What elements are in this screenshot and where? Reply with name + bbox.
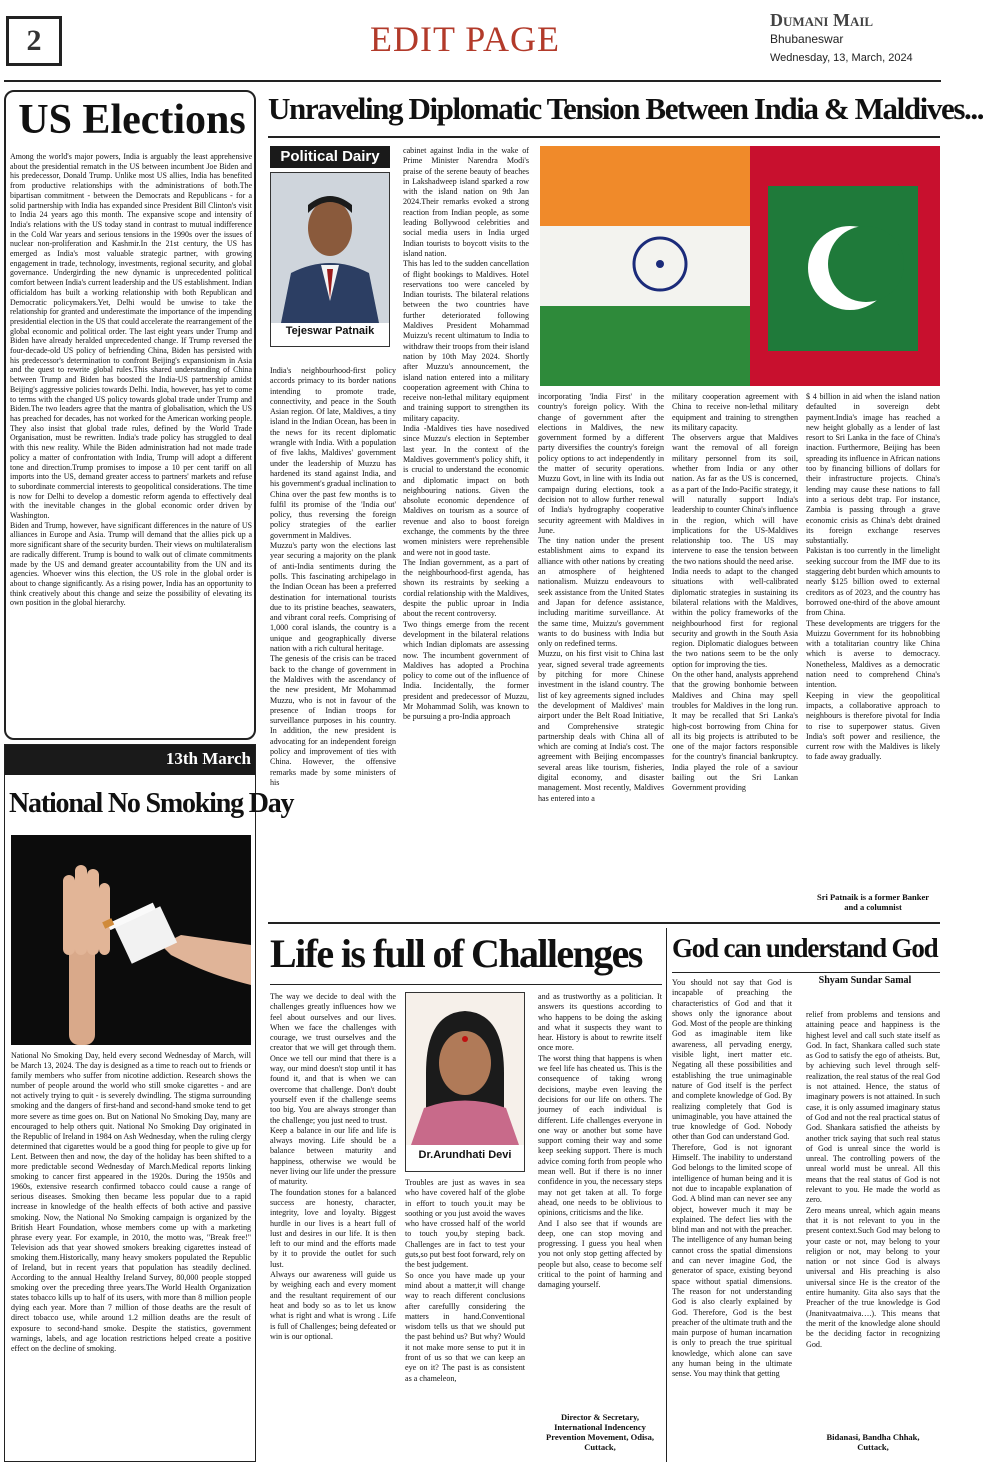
author-portrait xyxy=(406,993,524,1145)
arundhati-signoff: Director & Secretary, International Indencency Prevention Movement, Odisa, Cuttack, xyxy=(546,1412,654,1452)
india-maldives-col2: cabinet against India in the wake of Prime Minister Narendra Modi's praise of the serene beauty of beaches in Lakshadweep island sparked a row with the island nation on 9th Jan 2024.Their remarks evoked a strong reaction from Indian people, as some leading Bollywood celebrities and social media users in India urged Indian tourists to boycott visits to the island nation. This has led to the sudden cancellation of flight bookings to Maldives. Hotel reservations too were canceled by Indian tourists. The bilateral relations between the two countries have further deteriorated following Maldives President Mohammad Muizzu's recent ultimatum to India to withdraw their troops from their island nation by 10th May 2024. Shortly after Muzzu's announcement, the island nation entered into a military cooperation agreement with China to receive non-lethal military equipment and training support to strengthen its military capacity. India -Maldives ties have nosedived since Muzzu's election in September last year. In the context of the Maldives government's policy shift, it is crucial to understand the economic and diplomatic impact on both neighbouring nations. Given the absolute economic dependence of Maldives on tourism as a source of revenue and also to boost foreign exchange, the comments by the three women ministers were reprehensible and were not in good taste. The Indian government, as a part of the neighbourhood-first agenda, has shown its restraints by seeking a cordial relationship with the Maldives, despite the public uproar in India about the recent controversy. Two things emerge from the recent development in the bilateral relations which Indian diplomats are assessing now. The incumbent government of Maldives has adopted a Prochina policy to come out of the influence of India. Incidentally, the former president and predecessor of Muzzu, Mr Mohammad Solih, was known to be pursuing a pro-India approach xyxy=(403,146,529,722)
god-col2: relief from problems and tensions and attaining peace and happiness is the highest level and call such state itself as God. In fact, Shankara called such state as God to satisfy the ego of atheists. But, by achieving such level through self-realization, the real status of the real God is not attained. Hence, the status of imaginary powers is not attained. In such case, it is only assumed imaginary status of God and not the real practical status of God. Shankara satisfied the atheists by another trick saying that such real status of God is unreal since the world is unreal. The controlling powers of the unreal world must be unreal. All this means that the real status of God is not relevant to you. He made the world as zero. Zero means unreal, which again means that it is not relevant to you in the present context.Such God may belong to your caste or not, may belong to your religion or not, may belong to your nation or not since God is always universal and His preaching is also universal since He is the creator of the entire humanity. Gita also says that the Preacher of the true knowledge is God (Jnanitvaatmaiva….). This means that the merit of the knowledge alone should be the deciding factor in recognizing God. xyxy=(806,1010,940,1349)
india-maldives-col5: $ 4 billion in aid when the island nation defaulted in sovereign debt payment.India's image has reached a new height globally as a lender of last resort to Sri Lanka in the face of China's inaction. Furthermore, Beijing has been spreading its influence in African nations too by financing billions of dollars for their infrastructure projects. China's lending may cause these nations to fall into a serious debt trap. For instance, Zambia is passing through a grave economic crisis as China's debt drained its foreign exchange reserves substantially. Pakistan is too currently in the limelight seeking succour from the IMF due to its staggering debt burden which amounts to nearly $125 billion owed to external creditors as of 2023, and the country has borrowed one-third of the above amount from China. These developments are triggers for the Muizzu Government for its hobnobbing with a totalitarian country like China which is averse to democracy. Nonetheless, Maldives as a democratic nation need to comprehend China's intention. Keeping in view the geopolitical impacts, a collaborative approach to neighbours is therefore pivotal for India to rise to superpower status. Given India's soft power and resilience, the current row with the Maldives is likely to fade away gradually. xyxy=(806,392,940,762)
paper-date: Wednesday, 13, March, 2024 xyxy=(770,52,913,64)
god-signoff: Bidanasi, Bandha Chhak, Cuttack, xyxy=(826,1432,920,1452)
political-dairy-label: Political Dairy xyxy=(270,146,390,168)
god-col1: You should not say that God is incapable of preaching the characteristics of God and that it shows only the ignorance about God. Most of the people are thinking God as imaginable item like awareness, all pervading energy, visible light, inert matter etc. Negating all these possibilities and establishing the true unimaginable nature of God itself is the perfect and complete knowledge of God. By realizing completely that God is unimaginable, you have attained the true knowledge of God. Nobody other than God can understand God. Therefore, God is not ignorant Himself. The inability to understand God belongs to the limited scope of intelligence of human being and it is not due to incapable explanation of God. A blind man can never see any object, however much it may be explained. The defect lies with the blind man and not with the preacher. The intelligence of any human being cannot cross the spatial dimensions and can never imagine God, the generator of space, existing beyond space without spatial dimensions. The reason for not understanding God is also clearly explained by God. Therefore, God is the best preacher of the ultimate truth and the main purpose of human incarnation is only to preach the true spiritual knowledge, which alone can save any human being in the ultimate sense. You may think that getting xyxy=(672,978,793,1379)
tejeswar-caption: Tejeswar Patnaik xyxy=(285,325,375,337)
god-author: Shyam Sundar Samal xyxy=(818,975,912,986)
patnaik-signoff: Sri Patnaik is a former Banker and a columnist xyxy=(817,892,929,912)
vertical-rule xyxy=(666,928,667,1462)
india-maldives-rule xyxy=(268,136,940,138)
flags-image xyxy=(540,146,940,386)
paper-city: Bhubaneswar xyxy=(770,32,844,46)
us-elections-headline: US Elections xyxy=(18,97,246,143)
arundhati-caption: Dr.Arundhati Devi xyxy=(418,1149,512,1161)
india-maldives-col1: India's neighbourhood-first policy accords primacy to its border nations intending to promote trade, connectivity, and peace in the South Asian region. Of late, Maldives, a tiny island in the Indian Ocean, has been in the news for its recent diplomatic wrangle with India. With a population of five lakhs, Maldives' government under the leadership of Muzzu has hardened its stand against India, and his government's gradual inclination to China over the past few months is to fulfil its promise of the 'India out' policy, thus reversing the foreign policy strategies of the earlier government in Maldives. Muzzu's party won the elections last year securing a majority on the plank of anti-India sentiments during the polls. This fascinating archipelago in the Indian Ocean has been a preferred destination for international tourists due to its pristine beaches, seawaters, and vibrant coral reefs. Comprising of 1,000 coral islands, the country is a unique and geographically diverse nation with a rich cultural heritage. The genesis of the crisis can be traced back to the change of government in the Maldives with the ascendancy of the new president, Mr Mohammad Muzzu, who is not in favour of the presence of Indian troops for surveillance purposes in his country. In addition, the new president is advocating for an independent foreign policy and improvement of ties with China. However, the offensive remarks made by some ministers of his xyxy=(270,366,396,787)
header-rule xyxy=(4,80,941,82)
stop-smoking-image xyxy=(11,835,251,1045)
no-smoking-photo xyxy=(11,835,251,1045)
god-headline: God can understand God xyxy=(672,933,938,963)
life-col2: Troubles are just as waves in sea who have covered half of the globe in effort to touch you.it may be soothing or you just avoid the waves who have crossed half of the world to touch you,by steping back. Challenges are in fact to test your guts,so put best foot forward, rely on the best judgement. So once you have made up your mind about a matter,it will change way to reach different conclusions after carefullly considering the matters in hand.Conventional wisdom tells us that we should put the past behind us? But why? Would it not make more sense to put it in front of us so that we can keep an eye on it? The past is as consistent as a chameleon, xyxy=(405,1178,525,1383)
life-col3: and as trustworthy as a politician. It answers its questions according to who happens to be doing the asking and what it suspects they want to hear. History is about to rewrite itself once more. The worst thing that happens is when we feel life has cheated us. This is the consequence of taking wrong decisions, maybe even leaving the decisions for our life on others. The journey of each individual is different. Life challenges everyone in one way or another but some have support coming their way and some keep seeking support. There is much advice coming forth from people who mean well. But if there is no inner confidence in you, the necessary steps may not get taken at all. To forge ahead, one needs to be oblivious to opinions, criticisms and the like. And I also see that if wounds are deep, one can stop moving and progressing. I guess you heal when you not only stop getting affected by people but also, cease to become self critical to the point of harming and damaging yourself. xyxy=(538,992,662,1290)
no-smoking-panel xyxy=(4,744,294,1462)
mid-rule xyxy=(268,922,940,924)
no-smoking-date: 13th March xyxy=(165,749,251,768)
india-maldives-col4: military cooperation agreement with China to receive non-lethal military equipment and training to strengthen its military capacity. The observers argue that Maldives want the removal of all foreign military personnel from its soil, whether from India or any other nation. As far as the US is concerned, as a part of the Indo-Pacific strategy, it will naturally support India's leadership to counter China's influence in the region, which will have implications for the US-Maldives relationship too. The US may intervene to ease the tension between the two nations should the need arise. India needs to adapt to the changed situations with well-calibrated diplomatic strategies in sustaining its bilateral relations with the Maldives, within the policy frameworks of the neighbourhood first for regional security and growth in the South Asia region. Diplomatic dialogues between the two nations seem to be the only option for improving the ties. On the other hand, analysts apprehend that the growing bonhomie between Maldives and China may spell troubles for Maldives in the long run. It may be recalled that Sri Lanka's high-cost borrowing from China for all its big projects is attributed to be one of the major factors responsible for the country's financial bankruptcy. India played the role of a saviour bailing out the Sri Lankan Government providing xyxy=(672,392,798,793)
india-maldives-flags xyxy=(540,146,940,386)
india-maldives-col3: incorporating 'India First' in the country's foreign policy. With the change of government after the elections in Maldives, the new government formed by a different party diversifies the country's foreign policy options to act independently in the matter of security operations. Muzzu Govt, in line with its India out campaign during elections, took a decision not to allow further renewal of India's hydrography cooperative security agreement with Maldives in June. The tiny nation under the present establishment aims to expand its alliance with other nations by creating an atmosphere of heightened nationalism. Muizzu endeavours to seek assistance from the United States and Japan for defence assistance, including maritime surveillance. At the same time, Muizzu's government wants to do business with India but only on redefined terms. Muzzu, on his first visit to China last year, signed several trade agreements by pitching for more Chinese investment in the island country. The list of key agreements signed includes the development of Maldives' main airport under the Belt Road Initiative, and Comprehensive strategic partnership deals with China all of which are coming at India's cost. The agreement with Beijing encompasses several areas like tourism, fisheries, digital economy, and disaster management. Most recently, Maldives has entered into a xyxy=(538,392,664,803)
paper-name: Dumani Mail xyxy=(770,10,874,30)
no-smoking-body: National No Smoking Day, held every second Wednesday of March, will be March 13, 2024. The day is designed as a time to reach out to friends or family members who suffer from nicotine addiction. Research shows the number of people around the world who still smoke cigarettes - and are not actively trying to quit - is severely dwindling. The stigma surrounding smoking and the dangers of first-hand and second-hand smoke tend to get more severe as time goes on. But on National No Smoking Day, many are encouraged to help others quit. National No Smoking Day originated in the Republic of Ireland in 1984 on Ash Wednesday, when the ruling clergy determined that cigarettes would be a good thing for people to give up for Lent. Between then and now, the day of the holiday has been shifted to a more predictable second Wednesday of March.Medical reports linking smoking to cancer first appeared in the 1920s. During the 1950s and 1960s, extensive research confirmed tobacco could cause a range of serious diseases. Smoking then became less popular due to a rapid increase in knowledge of the health effects of both active and passive smoking. Now, the National No Smoking campaign is organized by the British Heart Foundation, whose members come up with a marketing phrase every year. For example, in 2010, the motto was, "Break free!" Television ads that year showed smokers breaking cigarettes instead of smoking them.Historically, many heavy smokers populated the Republic of Ireland, but in recent years that population has steadily declined. According to the annual Healthy Ireland Survey, 80,000 people stopped smoking over the preceding three years.The World Health Organization states tobacco kills up to half of its users, with more than 8 million people dying each year. More than 7 million of those deaths are the result of direct tobacco use, while around 1.2 million deaths are the result of exposure to second-hand smoke. Despite the statistics, government warnings, labels, and age location restrictions helped create a positive effect on the decline of smoking. xyxy=(11,1051,251,1353)
us-elections-panel xyxy=(4,90,256,740)
life-headline: Life is full of Challenges xyxy=(270,931,642,976)
us-elections-body: Among the world's major powers, India is arguably the least apprehensive about the presidential rematch in the US between incumbent Joe Biden and his predecessor, Donald Trump. Unlike most US allies, India has benefited from productive relationships with the administrations of both.The bipartisan commitment - between the Democrats and Republicans - for a solid partnership with India has expanded since President Bill Clinton's visit to India 24 years ago this month. The expansive scope and intensity of India's relations with the US today stand in contrast to mutual indifference in the Cold War years and serious tensions in the 1990s over the issues of nuclear non-proliferation and Kashmir.In the 21st century, the US has emerged as India's most valuable strategic partner, with growing engagement in trade, technology, investments, regional security, and global governance. Undergirding the new dynamic is unprecedented political comfort between India's current leadership and the US establishment. Indian officialdom has built a working relationship with both Republican and Democratic policymakers.Yet, Delhi would be unwise to take the relationship for granted and underestimate the importance of the impending presidential election in the US that could accelerate the rearrangement of the global economic and political order. The last eight years under Trump and Biden have already heralded unprecedented change. If Trump reversed the four-decade-old US policy of befriending China, Biden has persisted with his predecessor's determination to confront Beijing's expansionism in Asia and the quest to rewrite global rules.This shared understanding of China between Trump and Biden has boosted the India-US partnership amidst Beijing's aggressive policies towards Delhi. India, however, has yet to come to terms with the changed US policy towards global trade under Trump and Biden.The two leaders agree that the mantra of globalisation, which the US has preached for decades, has not worked for the American working people. They also insist that global trade rules, defined by the World Trade Organisation, must be rewritten. India's trade policy has struggled to deal with this new reality. While the Biden administration had not made trade policy a matter of confrontation with India, Trump will adopt a different tone and direction.Trump promises to impose a 10 per cent tariff on all imports into the US, demand greater access to partners' markets and refuse to subordinate commercial interests to geopolitical considerations. The time is now for Delhi to develop a domestic reform agenda to effectively deal with the inevitable changes in the global economic order driven by Washington. Biden and Trump, however, have significant differences in the nature of US alliances in Europe and Asia. Trump will demand that the allies pick up a more significant share of the security burden. Their views on multilateralism are radically different. Trump is bound to walk out of climate commitments made by the US and demand greater accountability from the UN and its agencies. Whoever wins this election, the US role in the global order is about to change significantly. As a rising power, India has an opportunity to think creatively about this change and seize the possibility of elevating its own position in the global hierarchy. xyxy=(10,152,252,608)
author-portrait xyxy=(271,173,389,323)
no-smoking-headline: National No Smoking Day xyxy=(9,788,294,819)
life-rule xyxy=(270,984,662,985)
india-maldives-headline: Unraveling Diplomatic Tension Between India & Maldives... xyxy=(268,91,983,126)
life-col1: The way we decide to deal with the challenges greatly influences how we feel about ourselves and our lives. When we face the challenges with courage, we trust ourselves and the creator that we will get through them. Once we tell our mind that there is a way, our mind doesn't stop until it has found it, and that is when we can overcome that challenge. Don't doubt yourself even if the challenge seems too big. You are always stronger than the challenge; you just need to trust. Keep a balance in our life and life is always moving. Life should be a balance between maturity and happiness, otherwise we would be never living our life under the pressure of maturity. The foundation stones for a balanced success are honesty, character, integrity, love and loyalty. Biggest hurdle in our lives is a heart full of lust and desires in our life. It is then left to our mind and the efforts made by it to provide the outlet for such lust. Always our awareness will guide us by weighing each and every moment and the resultant requirement of our heat and body so as to let us know what is right and what is wrong . Life is full of Challenges; being defeated or win is our optional. xyxy=(270,992,396,1341)
arundhati-photo-frame xyxy=(405,992,525,1172)
page-number: 2 xyxy=(6,16,62,66)
no-smoking-date-bar xyxy=(5,745,255,775)
tejeswar-photo-frame xyxy=(270,172,390,347)
section-title: EDIT PAGE xyxy=(369,19,561,59)
god-rule xyxy=(672,972,940,973)
